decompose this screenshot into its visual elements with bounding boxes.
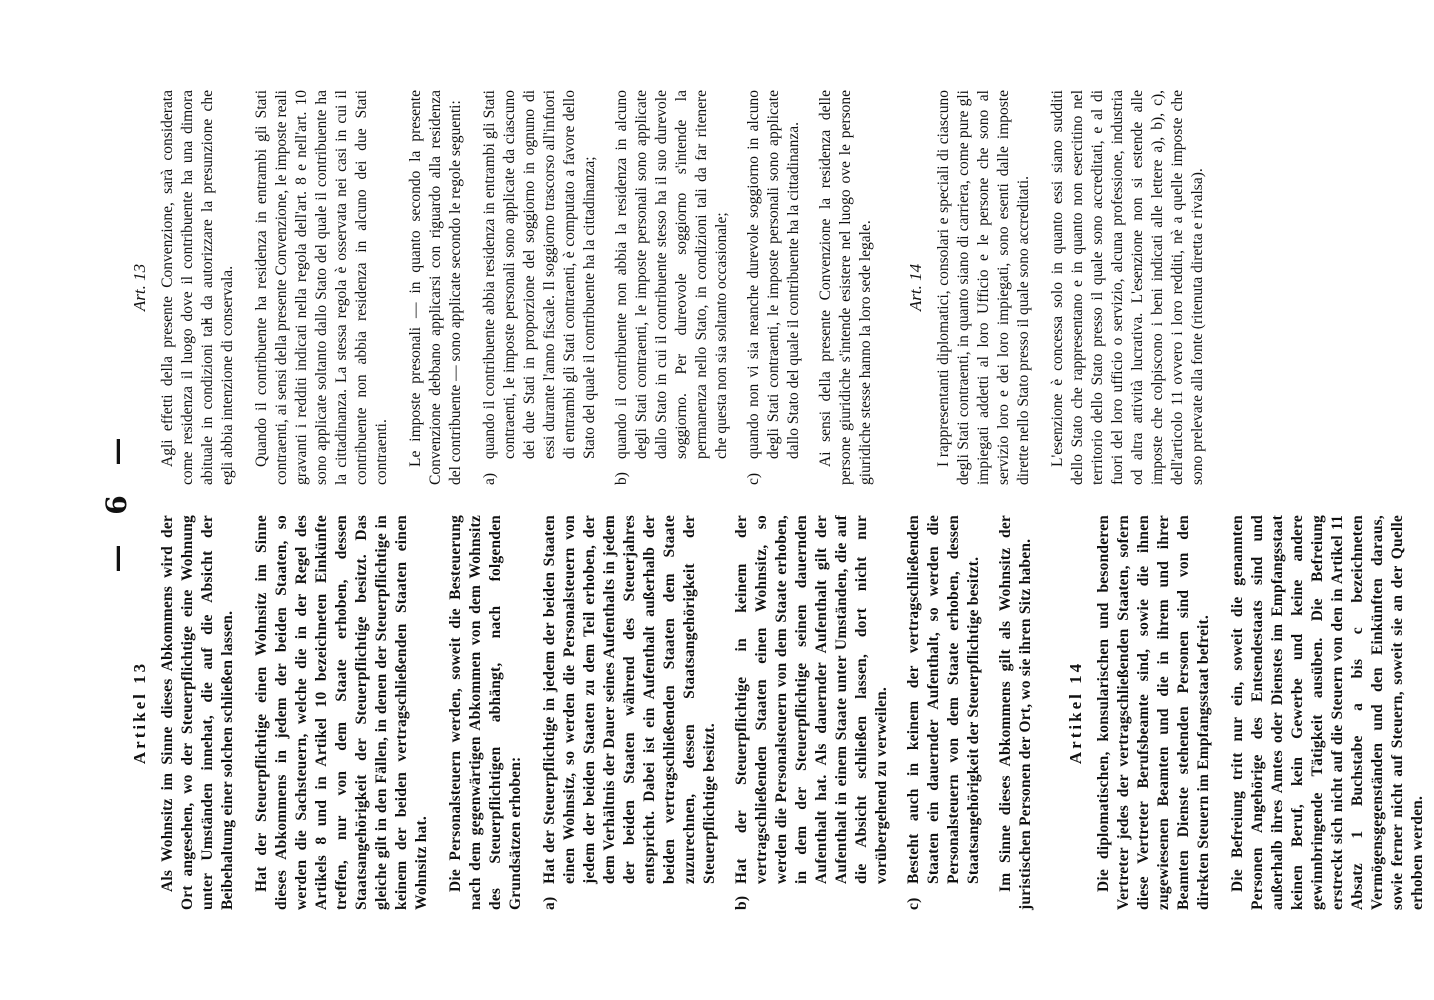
item-label: b) — [733, 895, 750, 910]
german-art13-heading: Artikel 13 — [130, 660, 149, 765]
italian-art14-p1: I rappresentanti diplomatici, consolari e speciali di ciascuno degli Stati contraenti, in quanto siano di carriera, come pure gli impiegati addetti al loro Ufficio e le persone che sono al servizio loro e dei loro impiegati, sono esenti dalle imposte dirette nello Stato presso il quale sono accreditati. — [935, 90, 1032, 485]
spacer — [1050, 515, 1066, 910]
german-item-b — [732, 515, 892, 910]
italian-art14-heading: Art. 14 — [906, 263, 925, 312]
columns — [130, 90, 1434, 910]
rotated-page — [100, 90, 1426, 910]
page-number: — 6 — — [100, 427, 133, 573]
italian-item-a — [480, 90, 600, 485]
item-label: c) — [745, 472, 762, 485]
italian-art13-p3: Le imposte presonali — in quanto secondo la presente Convenzione debbano applicarsi con riguardo alla residenza del contribuente — sono applicate secondo le regole seguenti: — [407, 90, 464, 485]
italian-art13-p1: Agli effetti della presente Convenzione, sarà considerata come residenza il luogo dove il contribuente ha una dimora abituale in condizioni tali da autorizzare la presunzione che egli abbia intenzione di conservala. — [159, 90, 236, 485]
german-art13-p3: Die Personalsteuern werden, soweit die Besteuerung nach dem gegenwärtigen Abkommen von dem Wohnsitz des Steuerpflichtigen abhängt, nach folgenden Grundsätzen erhoben: — [447, 515, 524, 910]
italian-item-b — [612, 90, 732, 485]
item-text: quando il contribuente abbia residenza in entrambi gli Stati contraenti, le imposte personali sono applicate da ciascuno dei due Stati in proporzione del soggiorno in ognuno di essi durante l'anno fiscale. Il soggiorno trascorso all'infuori di entrambi gli Stati contraenti, è computato a favore dello Stato del quale il contribuente ha la cittadinanza; — [481, 90, 598, 459]
italian-art13-p2: Quando il contribuente ha residenza in entrambi gli Stati contraenti, ai sensi della presente Convenzione, le imposte reali gravanti i redditi indicati nella regola dell'art. 8 e nell'art. 10 sono applicate soltanto dallo Stato del quale il contribuente ha la cittadinanza. La stessa regola è osservata nei casi in cui il contribuente non abbia residenza in alcuno dei due Stati contraenti. — [253, 90, 390, 485]
item-label: a) — [541, 896, 558, 910]
german-item-c — [904, 515, 984, 910]
german-item-a — [540, 515, 720, 910]
spacer — [890, 90, 906, 485]
item-text: Hat der Steuerpflichtige in keinem der vertragschließenden Staaten einen Wohnsitz, so werden die Personalsteuern von dem Staate erhoben, in dem der Steuerpflichtige seinen dauernden Aufenthalt hat. Als dauernder Aufenthalt gilt der Aufenthalt in einem Staate unter Umständen, die auf die Absicht schließen lassen, dort nicht nur vorübergehend zu verweilen. — [733, 515, 890, 884]
italian-item-c — [744, 90, 804, 485]
german-art13-p4: Im Sinne dieses Abkommens gilt als Wohnsitz der juristischen Personen der Ort, wo sie ihren Sitz haben. — [997, 515, 1034, 910]
item-label: a) — [481, 472, 498, 485]
italian-art13-p4: Ai sensi della presente Convenzione la residenza delle persone giuridiche s'intende esistere nel luogo ove le persone giuridiche stesse hanno la loro sede legale. — [817, 90, 874, 485]
item-text: Besteht auch in keinem der vertragschließenden Staaten ein dauernder Aufenthalt, so werden die Personalsteuern von dem Staate erhoben, dessen Staatsangehörigkeit der Steuerpflichtige besitzt. — [905, 515, 982, 884]
italian-art14-p2: L'esenzione è concessa solo in quanto essi siano sudditi dello Stato che rappresentano e in quanto non esercitino nel territorio dello Stato presso il quale sono accreditati, e al di fuori del loro ufficio o servizio, alcuna professione, industria od altra attività lucrativa. L'esenzione non si estende alle imposte che colpiscono i beni indicati alle lettere a), b), c), dell'articolo 11 ovvero i loro redditi, nè a quelle imposte che sono prelevate alla fonte (ritenuta diretta e rivalsa). — [1049, 90, 1206, 485]
italian-column — [130, 90, 1434, 485]
item-text: quando il contribuente non abbia la residenza in alcuno degli Stati contraenti, le imposte personali sono applicate dallo Stato in cui il contribuente stesso ha il suo durevole soggiorno. Per dureovole soggiorno s'intende la permanenza nello Stato, in condizioni tali da far ritenere che questa non sia soltanto occasionale; — [613, 90, 730, 459]
item-text: quando non vi sia neanche durevole soggiorno in alcuno degli Stati contraenti, le imposte personali sono applicate dallo Stato del quale il contribuente ha la cittadinanza. — [745, 90, 802, 459]
german-column — [130, 515, 1434, 910]
german-art13-p2: Hat der Steuerpflichtige einen Wohnsitz im Sinne dieses Abkommens in jedem der beiden Staaten, so werden die Sachsteuern, welche die in der Regel des Artikels 8 und in Artikel 10 bezeichneten Einkünfte treffen, nur von dem Staate erhoben, dessen Staatsangehörigkeit der Steuerpflichtige besitzt. Das gleiche gilt in den Fällen, in denen der Steuerpflichtige in keinem der beiden vertragschließenden Staaten einen Wohnsitz hat. — [253, 515, 430, 910]
italian-art13-heading: Art. 13 — [130, 263, 149, 312]
item-text: Hat der Steuerpflichtige in jedem der beiden Staaten einen Wohnsitz, so werden die Personalsteuern von jedem der beiden Staaten zu dem Teil erhoben, der dem Verhältnis der Dauer seines Aufenthalts in jedem der beiden Staaten während des Steuerjahres entspricht. Dabei ist ein Aufenthalt außerhalb der beiden vertragschließenden Staaten dem Staate zuzurechnen, dessen Staatsangehörigkeit der Steuerpflichtige besitzt. — [541, 515, 718, 884]
german-art14-p2: Die Befreiung tritt nur ein, soweit die genannten Personen Angehörige des Entsendestaats sind und außerhalb ihres Amtes oder Dienstes im Empfangsstaat keinen Beruf, kein Gewerbe und keine andere gewinnbringende Tätigkeit ausüben. Die Befreiung erstreckt sich nicht auf die Steuern von den in Artikel 11 Absatz 1 Buchstabe a bis c bezeichneten Vermögensgegenständen und den Einkünften daraus, sowie ferner nicht auf Steuern, soweit sie an der Quelle erhoben werden. — [1229, 515, 1426, 910]
german-art14-heading: Artikel 14 — [1066, 660, 1085, 765]
german-art14-p1: Die diplomatischen, konsularischen und besonderen Vertreter jedes der vertragschließenden Staaten, sofern diese Vertreter Berufsbeamte sind, sowie die ihnen zugewiesenen Beamten und die in ihrem und ihrer Beamten Dienste stehenden Personen sind von den direkten Steuern im Empfangsstaat befreit. — [1095, 515, 1212, 910]
item-label: b) — [613, 472, 630, 485]
item-label: c) — [905, 897, 922, 910]
german-art13-p1: Als Wohnsitz im Sinne dieses Abkommens wird der Ort angesehen, wo der Steuerpflichtige eine Wohnung unter Umständen innehat, die auf die Absicht der Beibehaltung einer solchen schließen lassen. — [159, 515, 236, 910]
